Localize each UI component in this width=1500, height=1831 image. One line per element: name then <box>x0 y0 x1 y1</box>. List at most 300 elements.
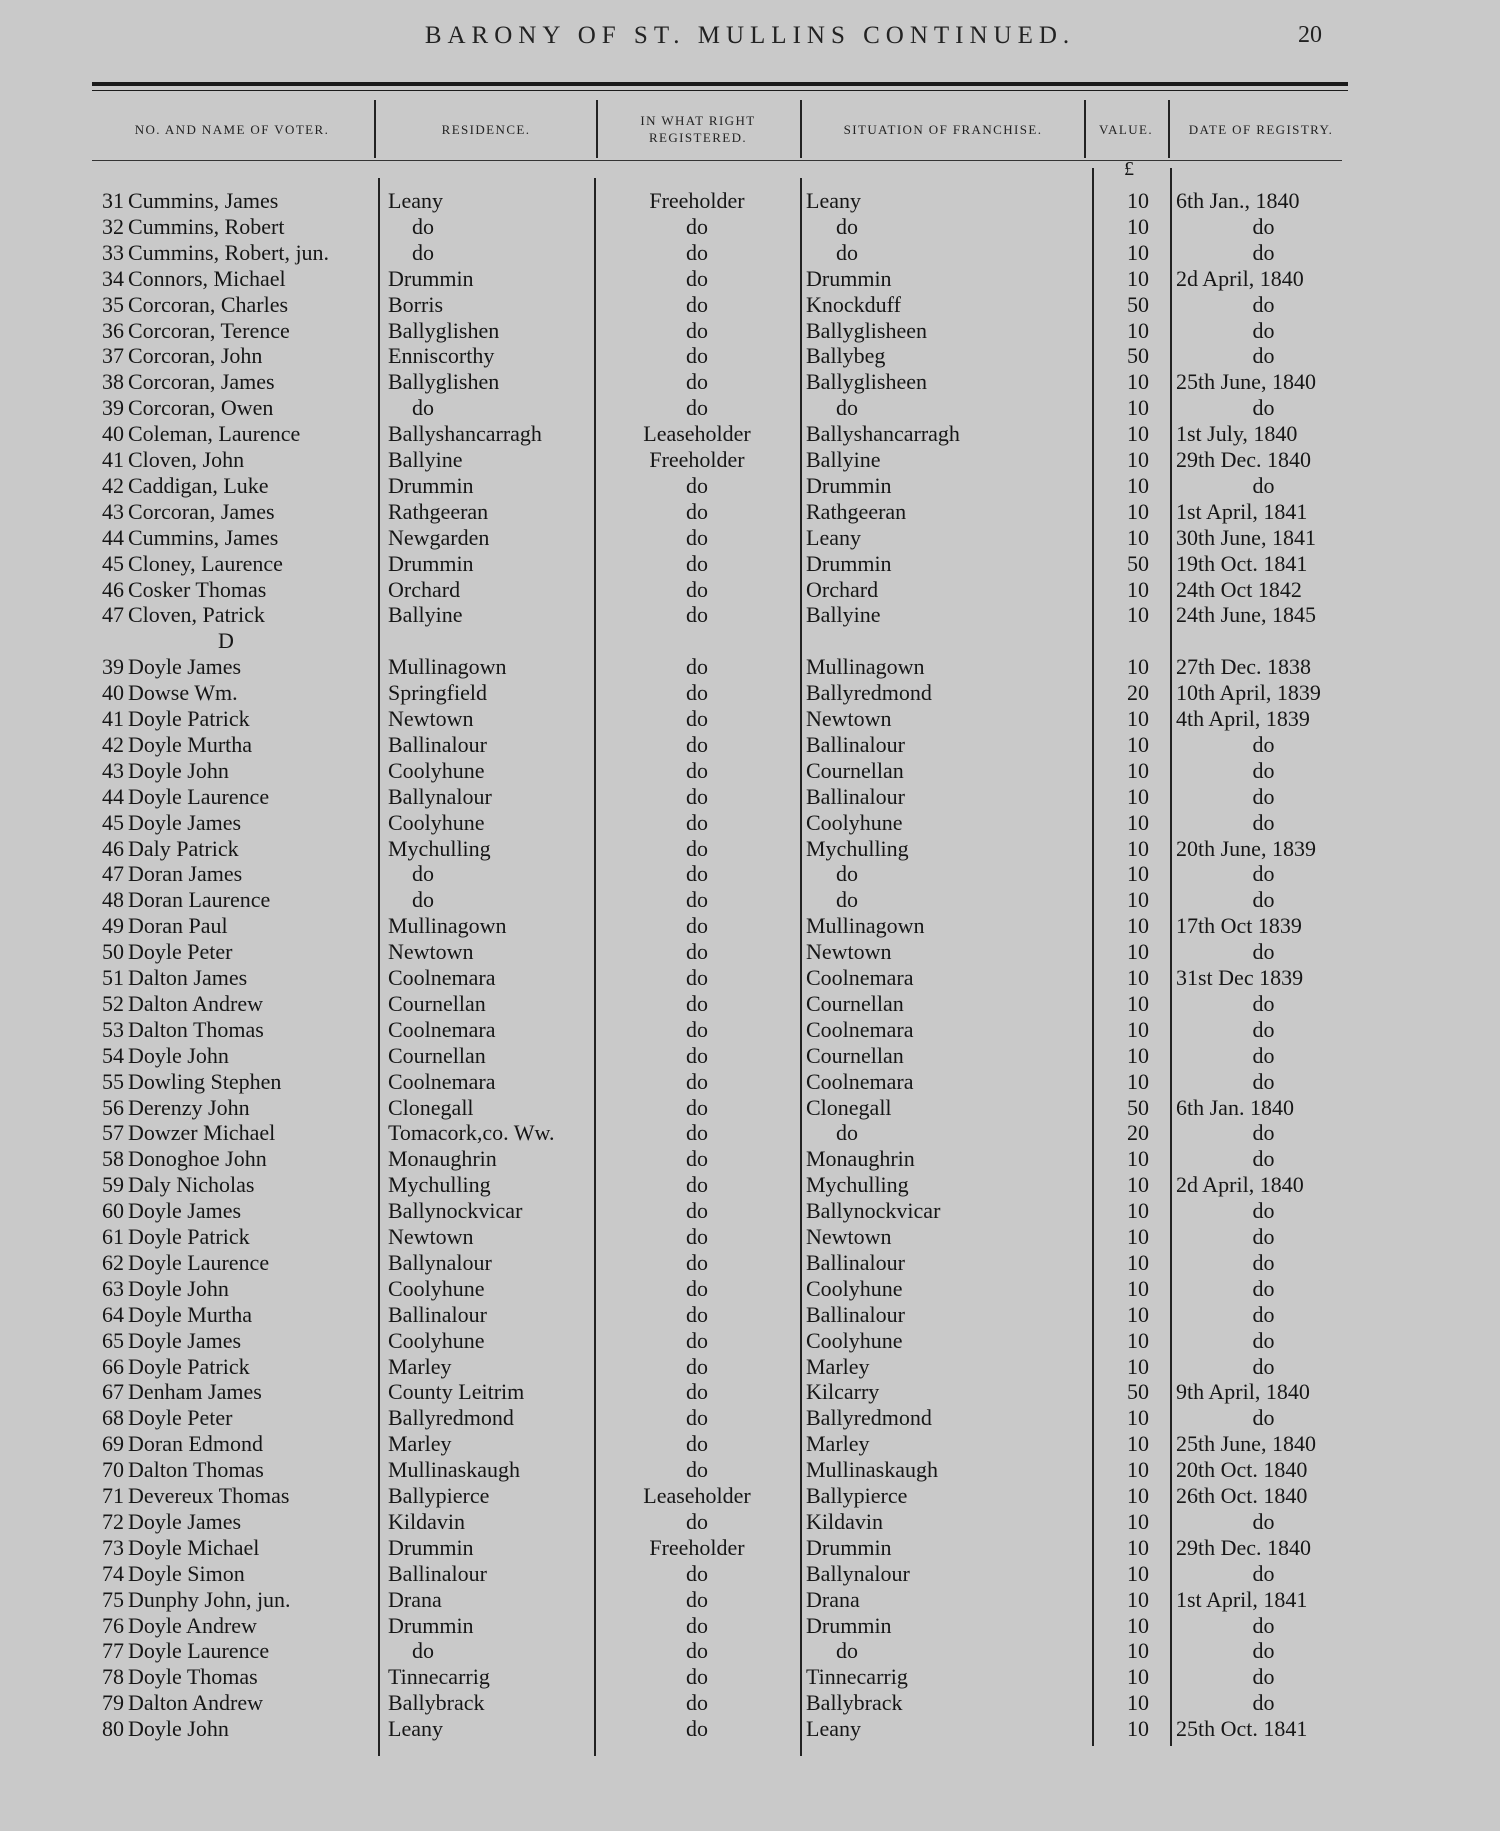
franchise-situation: Clonegall <box>806 1094 892 1120</box>
voter-number: 39 <box>102 654 124 680</box>
registry-date: 25th Oct. 1841 <box>1176 1716 1308 1742</box>
registry-date: 10th April, 1839 <box>1176 680 1321 706</box>
franchise-situation: Drummin <box>806 1612 892 1638</box>
voter-number: 46 <box>102 835 124 861</box>
voter-number: 48 <box>102 887 124 913</box>
registration-right: Leaseholder <box>643 421 751 447</box>
table-row <box>0 784 1500 810</box>
table-row <box>0 706 1500 732</box>
voter-name: Doran Paul <box>128 913 228 939</box>
table-row <box>0 1716 1500 1742</box>
registry-date: do <box>1252 213 1275 239</box>
franchise-situation: Orchard <box>806 576 879 602</box>
registry-date: do <box>1252 887 1275 913</box>
residence: do <box>412 861 434 887</box>
franchise-situation: Coolnemara <box>806 1068 914 1094</box>
registration-right: do <box>686 783 708 809</box>
voter-number: 77 <box>102 1638 124 1664</box>
voter-number: 76 <box>102 1612 124 1638</box>
residence: do <box>412 887 434 913</box>
registry-date: 20th June, 1839 <box>1176 835 1316 861</box>
voter-name: Doyle Murtha <box>128 1301 253 1327</box>
franchise-situation: Leany <box>806 1716 861 1742</box>
voter-name: Doyle James <box>128 809 242 835</box>
voter-name: Doyle James <box>128 1198 242 1224</box>
voter-name: Doyle Michael <box>128 1534 260 1560</box>
table-row <box>0 473 1500 499</box>
residence: Drummin <box>388 1612 474 1638</box>
registration-right: do <box>686 965 708 990</box>
voter-number: 50 <box>102 939 124 965</box>
registry-date: do <box>1252 1690 1275 1716</box>
page-title: BARONY OF ST. MULLINS CONTINUED. <box>424 22 1076 49</box>
residence: Clonegall <box>388 1094 474 1120</box>
column-header-situation: SITUATION OF FRANCHISE. <box>843 121 1043 137</box>
table-row <box>0 525 1500 551</box>
franchise-situation: Ballybrack <box>806 1690 903 1716</box>
value: 10 <box>1127 1534 1149 1560</box>
registration-right: do <box>686 239 708 265</box>
residence: Ballyredmond <box>388 1405 514 1431</box>
table-row <box>0 1379 1500 1405</box>
voter-number: 57 <box>102 1120 124 1146</box>
registration-right: do <box>686 1638 708 1664</box>
table-row <box>0 1328 1500 1354</box>
registration-right: do <box>686 524 708 550</box>
residence: Newtown <box>388 939 474 965</box>
voter-number: 36 <box>102 317 124 343</box>
value: 10 <box>1127 369 1149 395</box>
voter-number: 79 <box>102 1690 124 1716</box>
voter-name: Devereux Thomas <box>128 1483 290 1508</box>
registration-right: do <box>686 887 708 913</box>
registry-date: 2d April, 1840 <box>1176 1172 1304 1198</box>
value: 10 <box>1127 239 1149 265</box>
voter-number: 61 <box>102 1224 124 1249</box>
voter-number: 32 <box>102 213 124 239</box>
voter-number: 56 <box>102 1094 124 1120</box>
franchise-situation: Ballinalour <box>806 1249 905 1275</box>
registry-date: do <box>1252 861 1275 887</box>
residence: Coolyhune <box>388 809 485 835</box>
table-row <box>0 836 1500 862</box>
residence: Orchard <box>388 576 461 602</box>
registration-right: do <box>686 1327 708 1353</box>
table-row <box>0 758 1500 784</box>
registry-date: do <box>1252 757 1275 783</box>
residence: Mullinagown <box>388 913 507 939</box>
voter-name: Dalton James <box>128 965 248 990</box>
voter-name: Derenzy John <box>128 1094 250 1120</box>
registration-right: do <box>686 265 708 291</box>
franchise-situation: Kildavin <box>806 1508 883 1534</box>
voter-number: 69 <box>102 1431 124 1457</box>
registry-date: 1st July, 1840 <box>1176 421 1298 447</box>
registration-right: do <box>686 861 708 887</box>
value: 10 <box>1127 1327 1149 1353</box>
value: 10 <box>1127 472 1149 498</box>
registration-right: do <box>686 654 708 680</box>
registry-date: 19th Oct. 1841 <box>1176 550 1308 576</box>
voter-name: Donoghoe John <box>128 1146 267 1172</box>
franchise-situation: Mychulling <box>806 1172 909 1198</box>
voter-number: 62 <box>102 1249 124 1275</box>
voter-name: Cummins, James <box>128 188 279 213</box>
registry-date: do <box>1252 1249 1275 1275</box>
residence: Ballyglishen <box>388 369 500 395</box>
franchise-situation: Ballypierce <box>806 1483 908 1508</box>
residence: County Leitrim <box>388 1379 525 1405</box>
voter-name: Doyle Laurence <box>128 1638 270 1664</box>
residence: Drummin <box>388 265 474 291</box>
registration-right: do <box>686 990 708 1016</box>
table-row <box>0 680 1500 706</box>
registration-right: do <box>686 550 708 576</box>
registry-date: 30th June, 1841 <box>1176 524 1316 550</box>
voter-number: 46 <box>102 576 124 602</box>
voter-name: Doyle John <box>128 1275 229 1301</box>
franchise-situation: Marley <box>806 1353 870 1379</box>
registry-date: do <box>1252 1353 1275 1379</box>
voter-name: Cummins, Robert, jun. <box>128 239 330 265</box>
franchise-situation: Ballyine <box>806 602 881 628</box>
voter-name: Cloney, Laurence <box>128 550 283 576</box>
table-row <box>0 188 1500 214</box>
voter-number: 60 <box>102 1198 124 1224</box>
franchise-situation: Monaughrin <box>806 1146 915 1172</box>
voter-number: 73 <box>102 1534 124 1560</box>
residence: Drummin <box>388 1534 474 1560</box>
registry-date: do <box>1252 1016 1275 1042</box>
registry-date: do <box>1252 1275 1275 1301</box>
voter-number: 39 <box>102 395 124 421</box>
voter-number: 42 <box>102 472 124 498</box>
table-row <box>0 1172 1500 1198</box>
value: 20 <box>1127 680 1149 706</box>
header-separator <box>1168 100 1170 158</box>
table-row <box>0 343 1500 369</box>
residence: Mullinaskaugh <box>388 1457 520 1483</box>
registration-right: do <box>686 1068 708 1094</box>
registry-date: do <box>1252 783 1275 809</box>
voter-name: Caddigan, Luke <box>128 472 269 498</box>
value: 20 <box>1127 1120 1149 1146</box>
value: 10 <box>1127 1353 1149 1379</box>
registration-right: do <box>686 1301 708 1327</box>
voter-name: Doyle Murtha <box>128 731 253 757</box>
value: 10 <box>1127 1405 1149 1431</box>
residence: Ballynockvicar <box>388 1198 523 1224</box>
voter-name: Corcoran, Owen <box>128 395 274 421</box>
registry-date: do <box>1252 1664 1275 1690</box>
franchise-situation: Rathgeeran <box>806 498 907 524</box>
table-row <box>0 991 1500 1017</box>
registry-date: do <box>1252 809 1275 835</box>
residence: Mychulling <box>388 835 491 861</box>
voter-number: 44 <box>102 783 124 809</box>
value: 10 <box>1127 1301 1149 1327</box>
voter-number: 74 <box>102 1560 124 1586</box>
registry-date: do <box>1252 1638 1275 1664</box>
registration-right: do <box>686 1146 708 1172</box>
value: 10 <box>1127 265 1149 291</box>
franchise-situation: Knockduff <box>806 291 901 317</box>
voter-name: Doyle Thomas <box>128 1664 258 1690</box>
page-number: 20 <box>1298 22 1322 48</box>
table-row <box>0 421 1500 447</box>
voter-number: 41 <box>102 706 124 731</box>
voter-name: Dowling Stephen <box>128 1068 282 1094</box>
header-rule-thin <box>92 90 1348 91</box>
voter-number: 45 <box>102 809 124 835</box>
registration-right: do <box>686 1198 708 1224</box>
table-row <box>0 732 1500 758</box>
voter-number: 40 <box>102 421 124 447</box>
voter-number: 43 <box>102 498 124 524</box>
value: 10 <box>1127 1716 1149 1742</box>
residence: Tinnecarrig <box>388 1664 490 1690</box>
franchise-situation: Cournellan <box>806 990 904 1016</box>
residence: Ballynalour <box>388 783 492 809</box>
voter-number: 43 <box>102 757 124 783</box>
table-row <box>0 318 1500 344</box>
value: 10 <box>1127 1224 1149 1249</box>
registration-right: do <box>686 1664 708 1690</box>
value: 10 <box>1127 317 1149 343</box>
voter-name: Denham James <box>128 1379 262 1405</box>
header-rule-thick <box>92 82 1348 86</box>
registration-right: do <box>686 1431 708 1457</box>
table-row <box>0 1587 1500 1613</box>
residence: Leany <box>388 188 443 213</box>
header-separator <box>596 100 598 158</box>
value: 10 <box>1127 447 1149 472</box>
table-row <box>0 1690 1500 1716</box>
table-row <box>0 1095 1500 1121</box>
voter-name: Dalton Thomas <box>128 1016 264 1042</box>
voter-number: 37 <box>102 343 124 369</box>
voter-name: Doyle Laurence <box>128 783 270 809</box>
table-row <box>0 1354 1500 1380</box>
registry-date: do <box>1252 1042 1275 1068</box>
voter-number: 47 <box>102 861 124 887</box>
franchise-situation: Coolyhune <box>806 1275 903 1301</box>
registry-date: do <box>1252 1405 1275 1431</box>
voter-name: Doyle James <box>128 1327 242 1353</box>
voter-name: Dalton Andrew <box>128 1690 264 1716</box>
registration-right: do <box>686 1612 708 1638</box>
value: 10 <box>1127 602 1149 628</box>
voter-number: 54 <box>102 1042 124 1068</box>
franchise-situation: Cournellan <box>806 757 904 783</box>
franchise-situation: Kilcarry <box>806 1379 880 1405</box>
table-row <box>0 395 1500 421</box>
voter-number: 75 <box>102 1586 124 1612</box>
franchise-situation: Mullinagown <box>806 654 925 680</box>
residence: Cournellan <box>388 1042 486 1068</box>
registry-date: 1st April, 1841 <box>1176 1586 1308 1612</box>
franchise-situation: Drummin <box>806 472 892 498</box>
residence: Kildavin <box>388 1508 465 1534</box>
voter-name: Connors, Michael <box>128 265 286 291</box>
value: 10 <box>1127 1638 1149 1664</box>
franchise-situation: Leany <box>806 524 861 550</box>
registry-date: do <box>1252 731 1275 757</box>
table-row <box>0 913 1500 939</box>
registration-right: Freeholder <box>649 188 745 213</box>
registry-date: 4th April, 1839 <box>1176 706 1310 731</box>
voter-number: 70 <box>102 1457 124 1483</box>
franchise-situation: Ballinalour <box>806 783 905 809</box>
voter-name: Doyle Laurence <box>128 1249 270 1275</box>
registry-date: do <box>1252 472 1275 498</box>
voter-name: Doyle John <box>128 1716 229 1742</box>
franchise-situation: do <box>836 213 858 239</box>
table-row <box>0 654 1500 680</box>
value: 10 <box>1127 835 1149 861</box>
franchise-situation: Drummin <box>806 550 892 576</box>
table-row <box>0 965 1500 991</box>
franchise-situation: do <box>836 239 858 265</box>
residence: Borris <box>388 291 443 317</box>
column-header-date: DATE OF REGISTRY. <box>1188 121 1334 137</box>
voter-name: Cummins, Robert <box>128 213 285 239</box>
registration-right: Freeholder <box>649 447 745 472</box>
value: 10 <box>1127 1664 1149 1690</box>
voter-name: Doyle James <box>128 1508 242 1534</box>
residence: Coolnemara <box>388 1016 496 1042</box>
voter-number: 52 <box>102 990 124 1016</box>
franchise-situation: Tinnecarrig <box>806 1664 908 1690</box>
table-row <box>0 1120 1500 1146</box>
voter-number: 44 <box>102 524 124 550</box>
table-row <box>0 1664 1500 1690</box>
table-row <box>0 1613 1500 1639</box>
voter-name: Corcoran, Terence <box>128 317 290 343</box>
table-row <box>0 887 1500 913</box>
table-row <box>0 1276 1500 1302</box>
registry-date: 20th Oct. 1840 <box>1176 1457 1308 1483</box>
registration-right: do <box>686 757 708 783</box>
voter-number: 78 <box>102 1664 124 1690</box>
voter-number: 72 <box>102 1508 124 1534</box>
voter-number: 65 <box>102 1327 124 1353</box>
voter-number: 58 <box>102 1146 124 1172</box>
franchise-situation: Drana <box>806 1586 860 1612</box>
registration-right: do <box>686 1560 708 1586</box>
residence: Marley <box>388 1431 452 1457</box>
registry-date: 24th Oct 1842 <box>1176 576 1302 602</box>
franchise-situation: Mullinagown <box>806 913 925 939</box>
registry-date: 25th June, 1840 <box>1176 369 1316 395</box>
value: 10 <box>1127 1042 1149 1068</box>
residence: Drummin <box>388 472 474 498</box>
residence: Ballyglishen <box>388 317 500 343</box>
registration-right: do <box>686 1716 708 1742</box>
value: 10 <box>1127 783 1149 809</box>
table-row <box>0 1561 1500 1587</box>
value: 10 <box>1127 1560 1149 1586</box>
voter-name: Cosker Thomas <box>128 576 267 602</box>
value: 10 <box>1127 887 1149 913</box>
voter-number: 33 <box>102 239 124 265</box>
registry-date: do <box>1252 1146 1275 1172</box>
registry-date: 24th June, 1845 <box>1176 602 1316 628</box>
value: 10 <box>1127 913 1149 939</box>
value: 10 <box>1127 861 1149 887</box>
table-row <box>0 292 1500 318</box>
voter-number: 40 <box>102 680 124 706</box>
voter-number: 42 <box>102 731 124 757</box>
value: 10 <box>1127 524 1149 550</box>
voter-number: 68 <box>102 1405 124 1431</box>
franchise-situation: Ballynockvicar <box>806 1198 941 1224</box>
voter-name: Doyle Peter <box>128 939 233 965</box>
residence: do <box>412 395 434 421</box>
voter-name: Dowse Wm. <box>128 680 238 706</box>
voter-number: 55 <box>102 1068 124 1094</box>
registry-date: do <box>1252 1560 1275 1586</box>
voter-number: 71 <box>102 1483 124 1508</box>
registry-date: 29th Dec. 1840 <box>1176 447 1312 472</box>
voter-name: Dunphy John, jun. <box>128 1586 291 1612</box>
voter-name: Cloven, Patrick <box>128 602 265 628</box>
voter-name: Doyle Andrew <box>128 1612 257 1638</box>
registration-right: do <box>686 369 708 395</box>
residence: Ballynalour <box>388 1249 492 1275</box>
voter-name: Doyle Patrick <box>128 706 250 731</box>
registration-right: do <box>686 913 708 939</box>
franchise-situation: Ballyredmond <box>806 1405 932 1431</box>
residence: Coolyhune <box>388 1327 485 1353</box>
registry-date: 31st Dec 1839 <box>1176 965 1304 990</box>
residence: do <box>412 1638 434 1664</box>
table-row <box>0 1431 1500 1457</box>
franchise-situation: Ballyglisheen <box>806 369 927 395</box>
registration-right: do <box>686 835 708 861</box>
residence: Ballypierce <box>388 1483 490 1508</box>
voter-name: Doyle John <box>128 1042 229 1068</box>
registration-right: do <box>686 939 708 965</box>
table-row <box>0 369 1500 395</box>
franchise-situation: do <box>836 861 858 887</box>
voter-name: Doran Edmond <box>128 1431 264 1457</box>
table-row <box>0 266 1500 292</box>
table-row <box>0 240 1500 266</box>
value: 10 <box>1127 1431 1149 1457</box>
voter-name: Daly Patrick <box>128 835 239 861</box>
voter-number: 31 <box>102 188 124 213</box>
registry-date: 2d April, 1840 <box>1176 265 1304 291</box>
franchise-situation: Ballyredmond <box>806 680 932 706</box>
value: 10 <box>1127 654 1149 680</box>
registry-date: do <box>1252 939 1275 965</box>
registry-date: do <box>1252 1508 1275 1534</box>
voter-number: 51 <box>102 965 124 990</box>
voter-name: Doran James <box>128 861 243 887</box>
value: 10 <box>1127 965 1149 990</box>
table-row <box>0 1405 1500 1431</box>
residence: Mullinagown <box>388 654 507 680</box>
registry-date: 29th Dec. 1840 <box>1176 1534 1312 1560</box>
voter-number: 38 <box>102 369 124 395</box>
registry-date: do <box>1252 395 1275 421</box>
table-row <box>0 1043 1500 1069</box>
voter-name: Doyle Patrick <box>128 1353 250 1379</box>
table-row <box>0 1535 1500 1561</box>
residence: Marley <box>388 1353 452 1379</box>
table-row <box>0 1638 1500 1664</box>
